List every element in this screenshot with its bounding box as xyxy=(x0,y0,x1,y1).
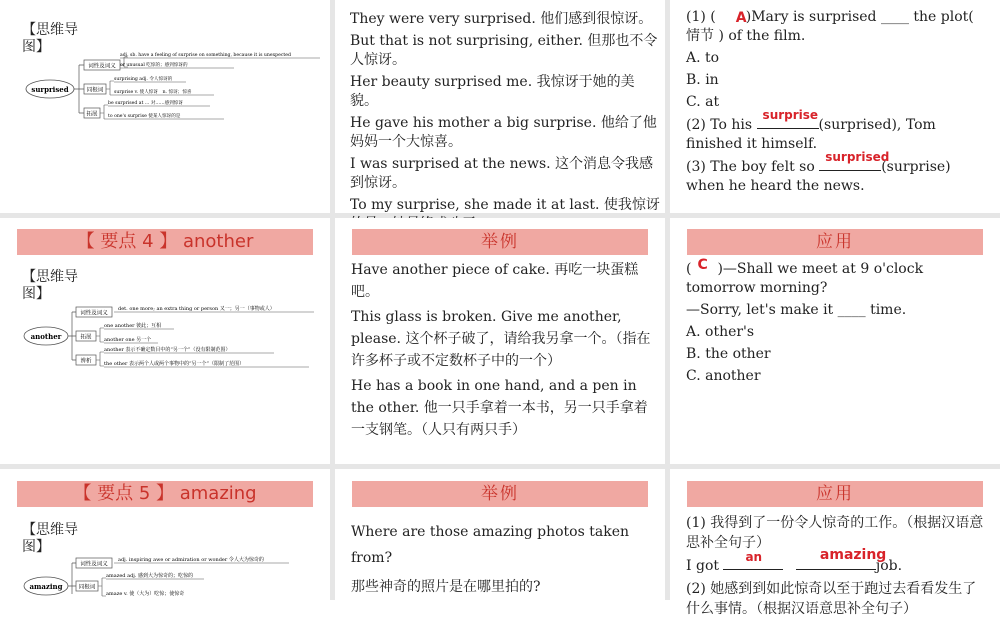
mindmap-word: another xyxy=(30,332,62,341)
question-1-answer: I got an amazing job. xyxy=(686,547,903,574)
branch1-line1: det. one more; an extra thing or person 又一；另一（事物或人） xyxy=(118,306,275,312)
branch3-line1: be surprised at … 对……感到惊讶 xyxy=(108,101,183,106)
question-1: (1) ( A )Mary is surprised ____ the plot( 情节 ) of the film. xyxy=(686,9,974,44)
branch-tag-3: 辨析 xyxy=(80,358,92,365)
branch3-line2: the other 表示两个人或两个事物中的“另一个”（限制了范围） xyxy=(104,361,245,367)
branch2-line2: amaze v. 使（大为）吃惊；使惊奇 xyxy=(106,591,185,597)
branch-tag-1: 词性及词义 xyxy=(80,561,108,568)
option: B. the other xyxy=(686,346,771,362)
section-banner: 应用 xyxy=(687,481,983,507)
answer-text: surprised xyxy=(825,150,890,164)
answer-text: an xyxy=(745,550,763,564)
answer-text: amazing xyxy=(819,547,887,563)
section-banner: 举例 xyxy=(352,229,648,255)
example-line: They were very surprised. 他们感到很惊讶。 xyxy=(350,11,653,27)
mindmap-label: 【思维导图】 xyxy=(22,269,78,302)
example-line: But that is not surprising, either. 但那也不令人惊讶。 xyxy=(350,33,658,68)
mindmap-label: 【思维导图】 xyxy=(22,22,78,55)
section-title: 【 要点 5 】 amazing xyxy=(17,481,313,507)
mindmap-surprised xyxy=(24,45,324,129)
branch-tag-1: 词性及词义 xyxy=(88,63,116,70)
branch2-line1: surprising adj. 令人惊讶的 xyxy=(114,77,173,82)
answer-text: surprise xyxy=(762,108,819,122)
question-3: (3) The boy felt so surprised (surprise) when he heard the news. xyxy=(686,150,951,194)
panel-another-mindmap xyxy=(0,218,330,464)
branch2-line1: amazed adj. 感到大为惊奇的；吃惊的 xyxy=(106,573,193,579)
panel-amazing-examples xyxy=(335,469,665,600)
panel-another-examples xyxy=(335,218,665,464)
option: A. other's xyxy=(686,324,755,340)
mindmap-label: 【思维导图】 xyxy=(22,522,78,555)
branch3-line1: another 表示不确定数目中的“另一个”（没有限制范围） xyxy=(104,347,231,353)
mindmap-amazing xyxy=(24,554,324,608)
example-line: Her beauty surprised me. 我惊讶于她的美貌。 xyxy=(350,74,635,109)
branch1-line1: adj. inspiring awe or admiration or wonder 令人大为惊奇的 xyxy=(118,557,264,563)
example-line: He gave his mother a big surprise. 他给了他妈妈一个大惊喜。 xyxy=(350,115,657,150)
option: C. another xyxy=(686,368,761,384)
example-line: 那些神奇的照片是在哪里拍的? xyxy=(351,579,541,595)
branch2-line2: surprise v. 使人惊讶 n. 惊讶；惊喜 xyxy=(114,90,192,95)
answer-mark: A xyxy=(735,10,747,26)
panel-amazing-mindmap xyxy=(0,469,330,600)
example-line: Have another piece of cake. 再吃一块蛋糕吧。 xyxy=(351,262,639,300)
option: A. to xyxy=(686,50,720,66)
answer-mark: C xyxy=(697,257,708,273)
section-title: 【 要点 4 】 another xyxy=(17,229,313,255)
example-line: This glass is broken. Give me another, please. 这个杯子破了，请给我另拿一个。（指在许多杯子或不定数杯子中的一个） xyxy=(351,309,651,369)
panel-surprised-mindmap xyxy=(0,0,330,213)
branch-tag-2: 拓展 xyxy=(80,334,92,341)
question-2: (2) To his surprise (surprised), Tom finished it himself. xyxy=(686,108,936,152)
branch2-line1: one another 彼此；互相 xyxy=(104,323,162,329)
branch2-line2: another one 另一个 xyxy=(104,337,152,343)
option: C. at xyxy=(686,94,720,110)
section-banner: 应用 xyxy=(687,229,983,255)
panel-another-exercise xyxy=(670,218,1000,464)
branch-tag-2: 同根词 xyxy=(78,584,96,591)
example-line: Where are those amazing photos taken from? xyxy=(351,524,629,566)
question: ( C )—Shall we meet at 9 o'clock tomorrow morning? xyxy=(686,257,924,296)
mindmap-word: amazing xyxy=(29,582,63,591)
panel-amazing-exercise xyxy=(670,469,1000,617)
question-1: (1) 我得到了一份令人惊奇的工作。（根据汉语意思补全句子） xyxy=(686,515,984,551)
example-line: He has a book in one hand, and a pen in the other. 他一只手拿着一本书，另一只手拿着一支钢笔。（人只有两只手） xyxy=(351,378,648,438)
mindmap-word: surprised xyxy=(31,85,69,94)
branch3-line2: to one's surprise 使某人惊讶的是 xyxy=(108,114,181,119)
branch1-line2: or unusual 吃惊的；感到惊讶的 xyxy=(120,63,188,68)
branch-tag-2: 同根词 xyxy=(86,87,104,94)
branch1-line1: adj. sb. have a feeling of surprise on something, because it is unexpected xyxy=(120,53,291,58)
branch-tag-3: 拓展 xyxy=(86,111,98,118)
section-banner: 举例 xyxy=(352,481,648,507)
panel-surprised-examples xyxy=(335,0,665,213)
example-line: To my surprise, she made it at last. 使我惊讶 xyxy=(350,197,660,213)
option: B. in xyxy=(686,72,719,88)
branch-tag-1: 词性及词义 xyxy=(80,310,108,317)
panel-surprised-exercise xyxy=(670,0,1000,213)
question-2: (2) 她感到到如此惊奇以至于跑过去看看发生了什么事情。（根据汉语意思补全句子） xyxy=(686,581,977,617)
mindmap-another xyxy=(24,300,324,382)
question-line2: —Sorry, let's make it ____ time. xyxy=(686,302,907,318)
example-line: I was surprised at the news. 这个消息令我感到惊讶。 xyxy=(350,156,654,191)
